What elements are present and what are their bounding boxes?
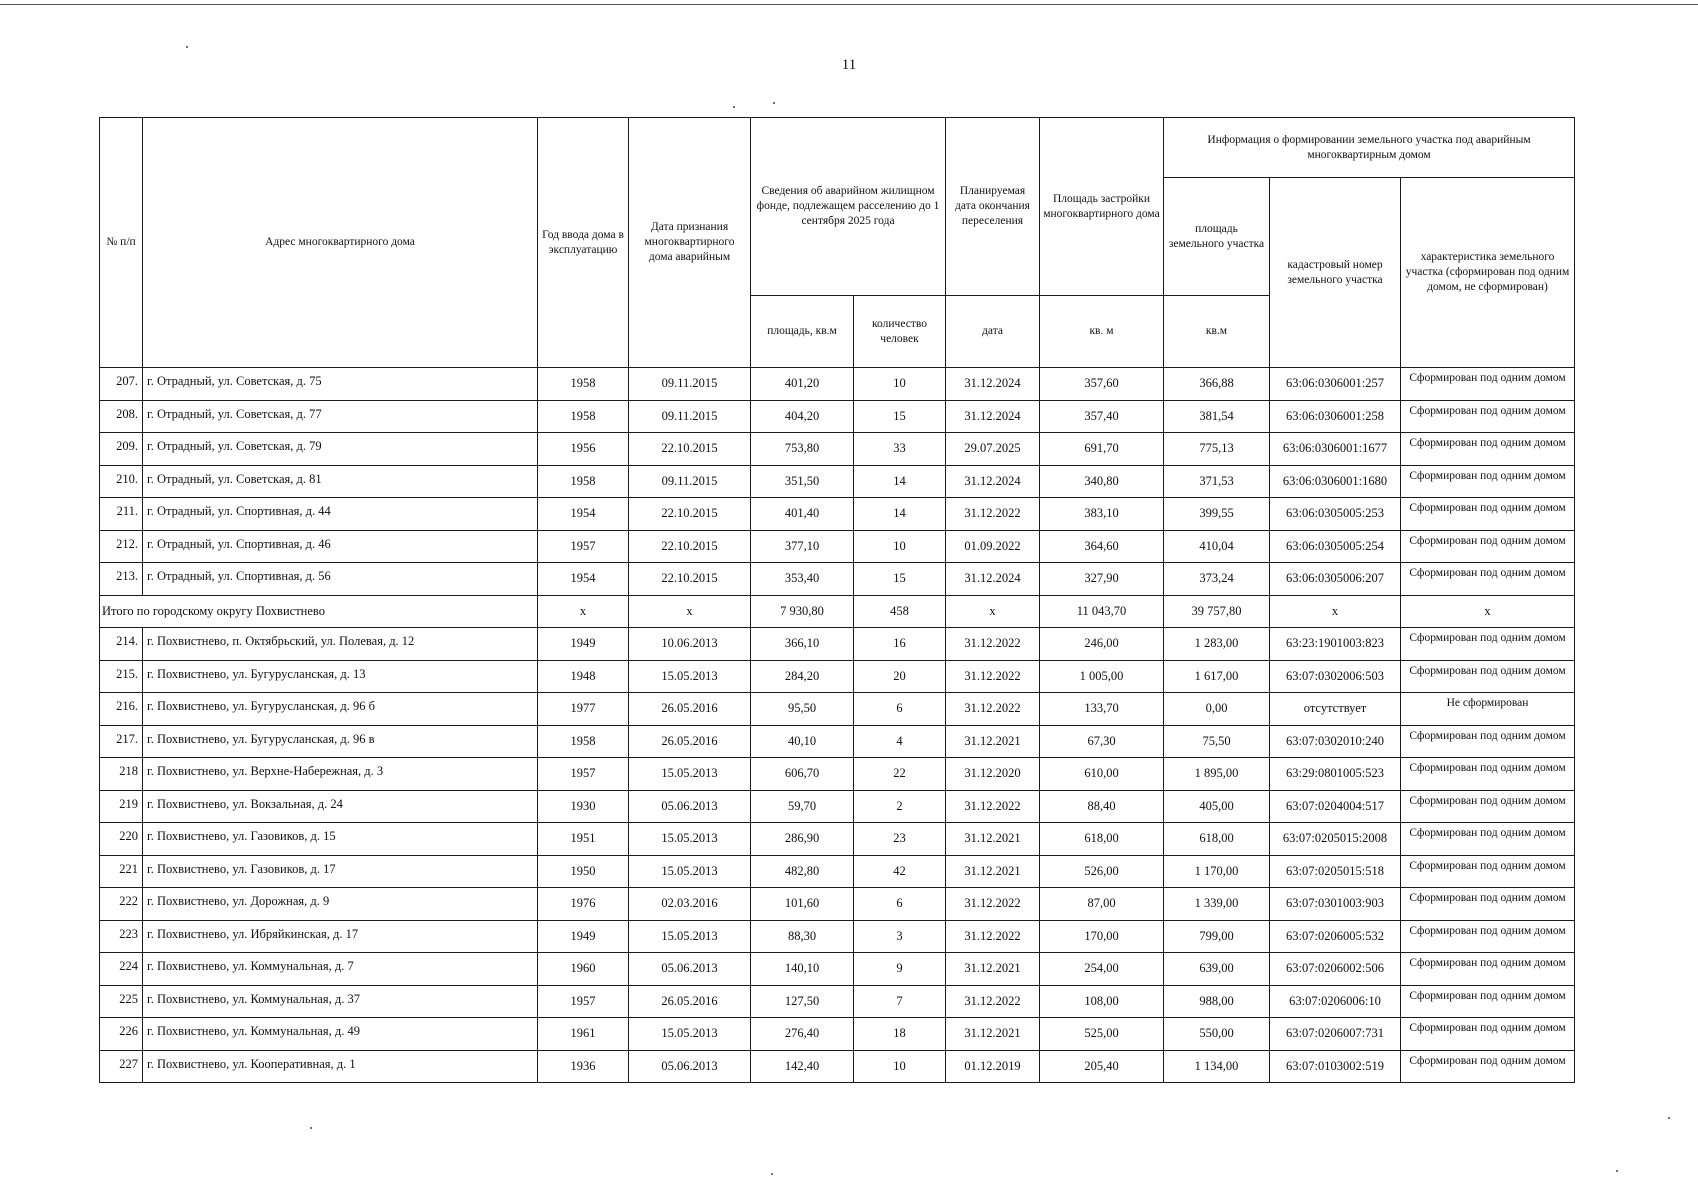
row-fund-area: 482,80 bbox=[751, 855, 854, 888]
header-fund-group: Сведения об аварийном жилищном фонде, подлежащем расселению до 1 сентября 2025 года bbox=[751, 118, 946, 296]
row-fund-area: 377,10 bbox=[751, 530, 854, 563]
row-land-area: 1 170,00 bbox=[1164, 855, 1270, 888]
header-cadastral: кадастровый номер земельного участка bbox=[1270, 178, 1401, 368]
row-people-count: 16 bbox=[854, 628, 946, 661]
row-planned-end: 31.12.2021 bbox=[946, 953, 1040, 986]
table-row bbox=[100, 693, 1575, 726]
header-address: Адрес многоквартирного дома bbox=[143, 118, 538, 368]
scan-speck bbox=[773, 102, 775, 104]
row-land-status: Сформирован под одним домом bbox=[1401, 465, 1575, 498]
table-row bbox=[100, 563, 1575, 596]
row-people-count: 33 bbox=[854, 433, 946, 466]
row-year: 1958 bbox=[538, 368, 629, 401]
row-number: 220 bbox=[100, 823, 143, 856]
row-fund-area: 95,50 bbox=[751, 693, 854, 726]
row-people-count: 6 bbox=[854, 693, 946, 726]
row-year: 1957 bbox=[538, 985, 629, 1018]
row-land-area: 366,88 bbox=[1164, 368, 1270, 401]
row-number: 211. bbox=[100, 498, 143, 531]
row-number: 214. bbox=[100, 628, 143, 661]
row-cadastral-number: 63:07:0205015:2008 bbox=[1270, 823, 1401, 856]
table-row bbox=[100, 433, 1575, 466]
row-recognized-date: 15.05.2013 bbox=[629, 855, 751, 888]
row-fund-area: 366,10 bbox=[751, 628, 854, 661]
row-land-area: 410,04 bbox=[1164, 530, 1270, 563]
row-number: 224 bbox=[100, 953, 143, 986]
row-address: г. Похвистнево, ул. Бугурусланская, д. 96 б bbox=[143, 693, 538, 726]
row-land-status: Сформирован под одним домом bbox=[1401, 498, 1575, 531]
subtotal-row bbox=[100, 595, 1575, 628]
row-number: 212. bbox=[100, 530, 143, 563]
row-recognized-date: 15.05.2013 bbox=[629, 758, 751, 791]
header-land-area: площадь земельного участка bbox=[1164, 178, 1270, 296]
table-row bbox=[100, 888, 1575, 921]
row-building-area: 691,70 bbox=[1040, 433, 1164, 466]
row-land-status: Сформирован под одним домом bbox=[1401, 953, 1575, 986]
row-year: 1958 bbox=[538, 725, 629, 758]
row-fund-area: 401,20 bbox=[751, 368, 854, 401]
row-land-status: Сформирован под одним домом bbox=[1401, 400, 1575, 433]
row-address: г. Похвистнево, ул. Кооперативная, д. 1 bbox=[143, 1050, 538, 1083]
row-number: 216. bbox=[100, 693, 143, 726]
row-cadastral-number: 63:07:0206002:506 bbox=[1270, 953, 1401, 986]
row-land-area: 399,55 bbox=[1164, 498, 1270, 531]
row-cadastral-number: 63:07:0204004:517 bbox=[1270, 790, 1401, 823]
subtotal-area: 7 930,80 bbox=[751, 595, 854, 628]
row-land-area: 639,00 bbox=[1164, 953, 1270, 986]
row-land-area: 373,24 bbox=[1164, 563, 1270, 596]
subtotal-end-date: x bbox=[946, 595, 1040, 628]
row-number: 227 bbox=[100, 1050, 143, 1083]
table-row bbox=[100, 628, 1575, 661]
row-cadastral-number: 63:23:1901003:823 bbox=[1270, 628, 1401, 661]
row-number: 218 bbox=[100, 758, 143, 791]
row-building-area: 383,10 bbox=[1040, 498, 1164, 531]
row-land-status: Сформирован под одним домом bbox=[1401, 530, 1575, 563]
row-fund-area: 284,20 bbox=[751, 660, 854, 693]
row-planned-end: 31.12.2022 bbox=[946, 920, 1040, 953]
subtotal-people: 458 bbox=[854, 595, 946, 628]
row-year: 1958 bbox=[538, 400, 629, 433]
row-year: 1960 bbox=[538, 953, 629, 986]
row-land-status: Сформирован под одним домом bbox=[1401, 660, 1575, 693]
row-building-area: 108,00 bbox=[1040, 985, 1164, 1018]
top-border-rule bbox=[0, 4, 1698, 5]
row-people-count: 6 bbox=[854, 888, 946, 921]
scan-speck bbox=[1616, 1170, 1618, 1172]
row-people-count: 2 bbox=[854, 790, 946, 823]
table-body-subtotal bbox=[100, 595, 1575, 628]
row-people-count: 22 bbox=[854, 758, 946, 791]
row-cadastral-number: 63:06:0306001:258 bbox=[1270, 400, 1401, 433]
row-address: г. Похвистнево, ул. Дорожная, д. 9 bbox=[143, 888, 538, 921]
row-planned-end: 31.12.2022 bbox=[946, 888, 1040, 921]
row-fund-area: 101,60 bbox=[751, 888, 854, 921]
row-fund-area: 286,90 bbox=[751, 823, 854, 856]
scan-speck bbox=[733, 106, 735, 108]
row-year: 1977 bbox=[538, 693, 629, 726]
row-address: г. Похвистнево, ул. Коммунальная, д. 37 bbox=[143, 985, 538, 1018]
row-fund-area: 88,30 bbox=[751, 920, 854, 953]
row-planned-end: 01.09.2022 bbox=[946, 530, 1040, 563]
row-number: 226 bbox=[100, 1018, 143, 1051]
table-header bbox=[100, 118, 1575, 368]
row-planned-end: 31.12.2020 bbox=[946, 758, 1040, 791]
row-land-area: 75,50 bbox=[1164, 725, 1270, 758]
row-number: 207. bbox=[100, 368, 143, 401]
row-fund-area: 353,40 bbox=[751, 563, 854, 596]
row-fund-area: 606,70 bbox=[751, 758, 854, 791]
row-recognized-date: 10.06.2013 bbox=[629, 628, 751, 661]
row-land-status: Сформирован под одним домом bbox=[1401, 433, 1575, 466]
row-recognized-date: 22.10.2015 bbox=[629, 563, 751, 596]
row-address: г. Отрадный, ул. Спортивная, д. 44 bbox=[143, 498, 538, 531]
row-recognized-date: 09.11.2015 bbox=[629, 465, 751, 498]
row-year: 1951 bbox=[538, 823, 629, 856]
row-people-count: 10 bbox=[854, 1050, 946, 1083]
scan-speck bbox=[186, 46, 188, 48]
row-year: 1956 bbox=[538, 433, 629, 466]
row-land-area: 1 134,00 bbox=[1164, 1050, 1270, 1083]
row-planned-end: 31.12.2024 bbox=[946, 465, 1040, 498]
row-year: 1961 bbox=[538, 1018, 629, 1051]
row-cadastral-number: 63:06:0305005:254 bbox=[1270, 530, 1401, 563]
table-row bbox=[100, 1050, 1575, 1083]
row-address: г. Похвистнево, п. Октябрьский, ул. Полевая, д. 12 bbox=[143, 628, 538, 661]
row-recognized-date: 26.05.2016 bbox=[629, 693, 751, 726]
header-year: Год ввода дома в эксплуатацию bbox=[538, 118, 629, 368]
row-land-area: 1 617,00 bbox=[1164, 660, 1270, 693]
row-fund-area: 351,50 bbox=[751, 465, 854, 498]
row-year: 1957 bbox=[538, 758, 629, 791]
row-number: 209. bbox=[100, 433, 143, 466]
row-address: г. Отрадный, ул. Советская, д. 79 bbox=[143, 433, 538, 466]
row-address: г. Похвистнево, ул. Коммунальная, д. 7 bbox=[143, 953, 538, 986]
row-people-count: 3 bbox=[854, 920, 946, 953]
row-address: г. Отрадный, ул. Советская, д. 77 bbox=[143, 400, 538, 433]
row-land-area: 381,54 bbox=[1164, 400, 1270, 433]
row-address: г. Похвистнево, ул. Ибряйкинская, д. 17 bbox=[143, 920, 538, 953]
row-land-area: 1 895,00 bbox=[1164, 758, 1270, 791]
row-building-area: 364,60 bbox=[1040, 530, 1164, 563]
row-year: 1936 bbox=[538, 1050, 629, 1083]
row-cadastral-number: 63:07:0205015:518 bbox=[1270, 855, 1401, 888]
row-building-area: 618,00 bbox=[1040, 823, 1164, 856]
row-building-area: 133,70 bbox=[1040, 693, 1164, 726]
row-land-area: 0,00 bbox=[1164, 693, 1270, 726]
row-address: г. Похвистнево, ул. Верхне-Набережная, д. 3 bbox=[143, 758, 538, 791]
row-cadastral-number: 63:07:0302006:503 bbox=[1270, 660, 1401, 693]
scan-speck bbox=[771, 1173, 773, 1175]
row-land-status: Сформирован под одним домом bbox=[1401, 920, 1575, 953]
row-number: 222 bbox=[100, 888, 143, 921]
table-row bbox=[100, 985, 1575, 1018]
row-fund-area: 140,10 bbox=[751, 953, 854, 986]
row-number: 221 bbox=[100, 855, 143, 888]
row-address: г. Отрадный, ул. Советская, д. 75 bbox=[143, 368, 538, 401]
row-people-count: 15 bbox=[854, 400, 946, 433]
row-fund-area: 142,40 bbox=[751, 1050, 854, 1083]
row-recognized-date: 26.05.2016 bbox=[629, 725, 751, 758]
row-address: г. Похвистнево, ул. Бугурусланская, д. 13 bbox=[143, 660, 538, 693]
row-year: 1949 bbox=[538, 920, 629, 953]
row-recognized-date: 09.11.2015 bbox=[629, 368, 751, 401]
row-building-area: 327,90 bbox=[1040, 563, 1164, 596]
row-fund-area: 276,40 bbox=[751, 1018, 854, 1051]
row-cadastral-number: 63:06:0305005:253 bbox=[1270, 498, 1401, 531]
row-building-area: 67,30 bbox=[1040, 725, 1164, 758]
row-recognized-date: 26.05.2016 bbox=[629, 985, 751, 1018]
row-building-area: 246,00 bbox=[1040, 628, 1164, 661]
row-people-count: 10 bbox=[854, 530, 946, 563]
row-land-status: Сформирован под одним домом bbox=[1401, 1018, 1575, 1051]
row-people-count: 10 bbox=[854, 368, 946, 401]
header-land-area-unit: кв.м bbox=[1164, 296, 1270, 368]
table-row bbox=[100, 953, 1575, 986]
row-land-area: 371,53 bbox=[1164, 465, 1270, 498]
row-land-area: 799,00 bbox=[1164, 920, 1270, 953]
row-building-area: 357,60 bbox=[1040, 368, 1164, 401]
row-address: г. Отрадный, ул. Спортивная, д. 56 bbox=[143, 563, 538, 596]
row-planned-end: 31.12.2024 bbox=[946, 563, 1040, 596]
row-building-area: 205,40 bbox=[1040, 1050, 1164, 1083]
table-row bbox=[100, 368, 1575, 401]
row-year: 1958 bbox=[538, 465, 629, 498]
table-row bbox=[100, 530, 1575, 563]
row-land-status: Сформирован под одним домом bbox=[1401, 1050, 1575, 1083]
row-land-status: Сформирован под одним домом bbox=[1401, 563, 1575, 596]
row-land-area: 550,00 bbox=[1164, 1018, 1270, 1051]
row-cadastral-number: отсутствует bbox=[1270, 693, 1401, 726]
table-row bbox=[100, 790, 1575, 823]
table-row bbox=[100, 498, 1575, 531]
row-recognized-date: 22.10.2015 bbox=[629, 433, 751, 466]
row-planned-end: 31.12.2022 bbox=[946, 790, 1040, 823]
row-fund-area: 404,20 bbox=[751, 400, 854, 433]
row-building-area: 87,00 bbox=[1040, 888, 1164, 921]
row-address: г. Похвистнево, ул. Коммунальная, д. 49 bbox=[143, 1018, 538, 1051]
row-land-status: Сформирован под одним домом bbox=[1401, 985, 1575, 1018]
row-recognized-date: 05.06.2013 bbox=[629, 790, 751, 823]
row-building-area: 525,00 bbox=[1040, 1018, 1164, 1051]
row-land-status: Сформирован под одним домом bbox=[1401, 823, 1575, 856]
row-people-count: 23 bbox=[854, 823, 946, 856]
row-fund-area: 401,40 bbox=[751, 498, 854, 531]
row-recognized-date: 05.06.2013 bbox=[629, 1050, 751, 1083]
row-cadastral-number: 63:07:0206005:532 bbox=[1270, 920, 1401, 953]
row-address: г. Отрадный, ул. Спортивная, д. 46 bbox=[143, 530, 538, 563]
row-people-count: 20 bbox=[854, 660, 946, 693]
row-address: г. Похвистнево, ул. Бугурусланская, д. 96 в bbox=[143, 725, 538, 758]
row-planned-end: 31.12.2022 bbox=[946, 660, 1040, 693]
row-recognized-date: 15.05.2013 bbox=[629, 660, 751, 693]
row-recognized-date: 02.03.2016 bbox=[629, 888, 751, 921]
subtotal-land-area: 39 757,80 bbox=[1164, 595, 1270, 628]
row-fund-area: 127,50 bbox=[751, 985, 854, 1018]
row-people-count: 4 bbox=[854, 725, 946, 758]
row-number: 215. bbox=[100, 660, 143, 693]
row-land-status: Сформирован под одним домом bbox=[1401, 628, 1575, 661]
row-planned-end: 31.12.2024 bbox=[946, 368, 1040, 401]
row-planned-end: 31.12.2022 bbox=[946, 498, 1040, 531]
subtotal-date: x bbox=[629, 595, 751, 628]
table-row bbox=[100, 400, 1575, 433]
row-number: 208. bbox=[100, 400, 143, 433]
row-planned-end: 31.12.2022 bbox=[946, 693, 1040, 726]
row-land-area: 1 283,00 bbox=[1164, 628, 1270, 661]
row-people-count: 15 bbox=[854, 563, 946, 596]
table-row bbox=[100, 823, 1575, 856]
row-cadastral-number: 63:07:0302010:240 bbox=[1270, 725, 1401, 758]
row-land-area: 988,00 bbox=[1164, 985, 1270, 1018]
row-land-area: 618,00 bbox=[1164, 823, 1270, 856]
row-people-count: 42 bbox=[854, 855, 946, 888]
row-building-area: 1 005,00 bbox=[1040, 660, 1164, 693]
row-year: 1948 bbox=[538, 660, 629, 693]
table-row bbox=[100, 855, 1575, 888]
header-land-group: Информация о формировании земельного участка под аварийным многоквартирным домом bbox=[1164, 118, 1575, 178]
row-fund-area: 753,80 bbox=[751, 433, 854, 466]
header-recognized-date: Дата признания многоквартирного дома аварийным bbox=[629, 118, 751, 368]
row-building-area: 254,00 bbox=[1040, 953, 1164, 986]
subtotal-cadastral: x bbox=[1270, 595, 1401, 628]
row-building-area: 340,80 bbox=[1040, 465, 1164, 498]
row-people-count: 7 bbox=[854, 985, 946, 1018]
row-planned-end: 31.12.2022 bbox=[946, 628, 1040, 661]
row-land-area: 1 339,00 bbox=[1164, 888, 1270, 921]
row-land-status: Не сформирован bbox=[1401, 693, 1575, 726]
row-planned-end: 31.12.2021 bbox=[946, 823, 1040, 856]
table-row bbox=[100, 725, 1575, 758]
row-land-status: Сформирован под одним домом bbox=[1401, 855, 1575, 888]
header-planned-end-unit: дата bbox=[946, 296, 1040, 368]
row-cadastral-number: 63:06:0305006:207 bbox=[1270, 563, 1401, 596]
scan-speck bbox=[1668, 1117, 1670, 1119]
row-planned-end: 01.12.2019 bbox=[946, 1050, 1040, 1083]
row-recognized-date: 15.05.2013 bbox=[629, 1018, 751, 1051]
row-land-status: Сформирован под одним домом bbox=[1401, 888, 1575, 921]
row-recognized-date: 22.10.2015 bbox=[629, 530, 751, 563]
row-people-count: 18 bbox=[854, 1018, 946, 1051]
table-row bbox=[100, 920, 1575, 953]
header-num: № п/п bbox=[100, 118, 143, 368]
row-land-area: 775,13 bbox=[1164, 433, 1270, 466]
row-number: 210. bbox=[100, 465, 143, 498]
header-planned-end: Планируемая дата окончания переселения bbox=[946, 118, 1040, 296]
row-building-area: 526,00 bbox=[1040, 855, 1164, 888]
row-planned-end: 31.12.2021 bbox=[946, 855, 1040, 888]
header-fund-people: количество человек bbox=[854, 296, 946, 368]
row-recognized-date: 15.05.2013 bbox=[629, 823, 751, 856]
row-cadastral-number: 63:06:0306001:257 bbox=[1270, 368, 1401, 401]
row-land-status: Сформирован под одним домом bbox=[1401, 725, 1575, 758]
table-row bbox=[100, 465, 1575, 498]
subtotal-label: Итого по городскому округу Похвистнево bbox=[100, 595, 538, 628]
row-cadastral-number: 63:07:0206007:731 bbox=[1270, 1018, 1401, 1051]
row-number: 223 bbox=[100, 920, 143, 953]
header-fund-area: площадь, кв.м bbox=[751, 296, 854, 368]
row-planned-end: 31.12.2024 bbox=[946, 400, 1040, 433]
subtotal-build-area: 11 043,70 bbox=[1040, 595, 1164, 628]
table-row bbox=[100, 1018, 1575, 1051]
row-recognized-date: 09.11.2015 bbox=[629, 400, 751, 433]
row-cadastral-number: 63:06:0306001:1680 bbox=[1270, 465, 1401, 498]
row-land-status: Сформирован под одним домом bbox=[1401, 758, 1575, 791]
row-building-area: 610,00 bbox=[1040, 758, 1164, 791]
row-year: 1957 bbox=[538, 530, 629, 563]
row-recognized-date: 05.06.2013 bbox=[629, 953, 751, 986]
row-number: 217. bbox=[100, 725, 143, 758]
table-body-pokhvistnevo bbox=[100, 628, 1575, 1083]
subtotal-year: x bbox=[538, 595, 629, 628]
row-building-area: 88,40 bbox=[1040, 790, 1164, 823]
table-row bbox=[100, 758, 1575, 791]
row-fund-area: 59,70 bbox=[751, 790, 854, 823]
row-number: 225 bbox=[100, 985, 143, 1018]
row-address: г. Похвистнево, ул. Вокзальная, д. 24 bbox=[143, 790, 538, 823]
row-building-area: 357,40 bbox=[1040, 400, 1164, 433]
scan-speck bbox=[310, 1127, 312, 1129]
table-body-otradny bbox=[100, 368, 1575, 596]
row-cadastral-number: 63:07:0103002:519 bbox=[1270, 1050, 1401, 1083]
header-building-area: Площадь застройки многоквартирного дома bbox=[1040, 118, 1164, 296]
row-cadastral-number: 63:07:0206006:10 bbox=[1270, 985, 1401, 1018]
row-recognized-date: 22.10.2015 bbox=[629, 498, 751, 531]
row-year: 1950 bbox=[538, 855, 629, 888]
row-recognized-date: 15.05.2013 bbox=[629, 920, 751, 953]
row-address: г. Похвистнево, ул. Газовиков, д. 17 bbox=[143, 855, 538, 888]
row-cadastral-number: 63:07:0301003:903 bbox=[1270, 888, 1401, 921]
row-cadastral-number: 63:06:0306001:1677 bbox=[1270, 433, 1401, 466]
row-planned-end: 31.12.2022 bbox=[946, 985, 1040, 1018]
emergency-housing-table bbox=[99, 117, 1575, 1083]
row-land-area: 405,00 bbox=[1164, 790, 1270, 823]
row-land-status: Сформирован под одним домом bbox=[1401, 790, 1575, 823]
row-year: 1976 bbox=[538, 888, 629, 921]
row-planned-end: 31.12.2021 bbox=[946, 1018, 1040, 1051]
header-building-area-unit: кв. м bbox=[1040, 296, 1164, 368]
row-people-count: 9 bbox=[854, 953, 946, 986]
subtotal-status: x bbox=[1401, 595, 1575, 628]
page-number: 11 bbox=[841, 57, 857, 73]
row-people-count: 14 bbox=[854, 498, 946, 531]
row-year: 1954 bbox=[538, 498, 629, 531]
row-planned-end: 29.07.2025 bbox=[946, 433, 1040, 466]
row-year: 1949 bbox=[538, 628, 629, 661]
row-planned-end: 31.12.2021 bbox=[946, 725, 1040, 758]
header-land-status: характеристика земельного участка (сформирован под одним домом, не сформирован) bbox=[1401, 178, 1575, 368]
row-address: г. Отрадный, ул. Советская, д. 81 bbox=[143, 465, 538, 498]
row-address: г. Похвистнево, ул. Газовиков, д. 15 bbox=[143, 823, 538, 856]
row-land-status: Сформирован под одним домом bbox=[1401, 368, 1575, 401]
row-building-area: 170,00 bbox=[1040, 920, 1164, 953]
row-year: 1954 bbox=[538, 563, 629, 596]
row-year: 1930 bbox=[538, 790, 629, 823]
row-fund-area: 40,10 bbox=[751, 725, 854, 758]
row-number: 219 bbox=[100, 790, 143, 823]
table-row bbox=[100, 660, 1575, 693]
row-cadastral-number: 63:29:0801005:523 bbox=[1270, 758, 1401, 791]
row-number: 213. bbox=[100, 563, 143, 596]
row-people-count: 14 bbox=[854, 465, 946, 498]
